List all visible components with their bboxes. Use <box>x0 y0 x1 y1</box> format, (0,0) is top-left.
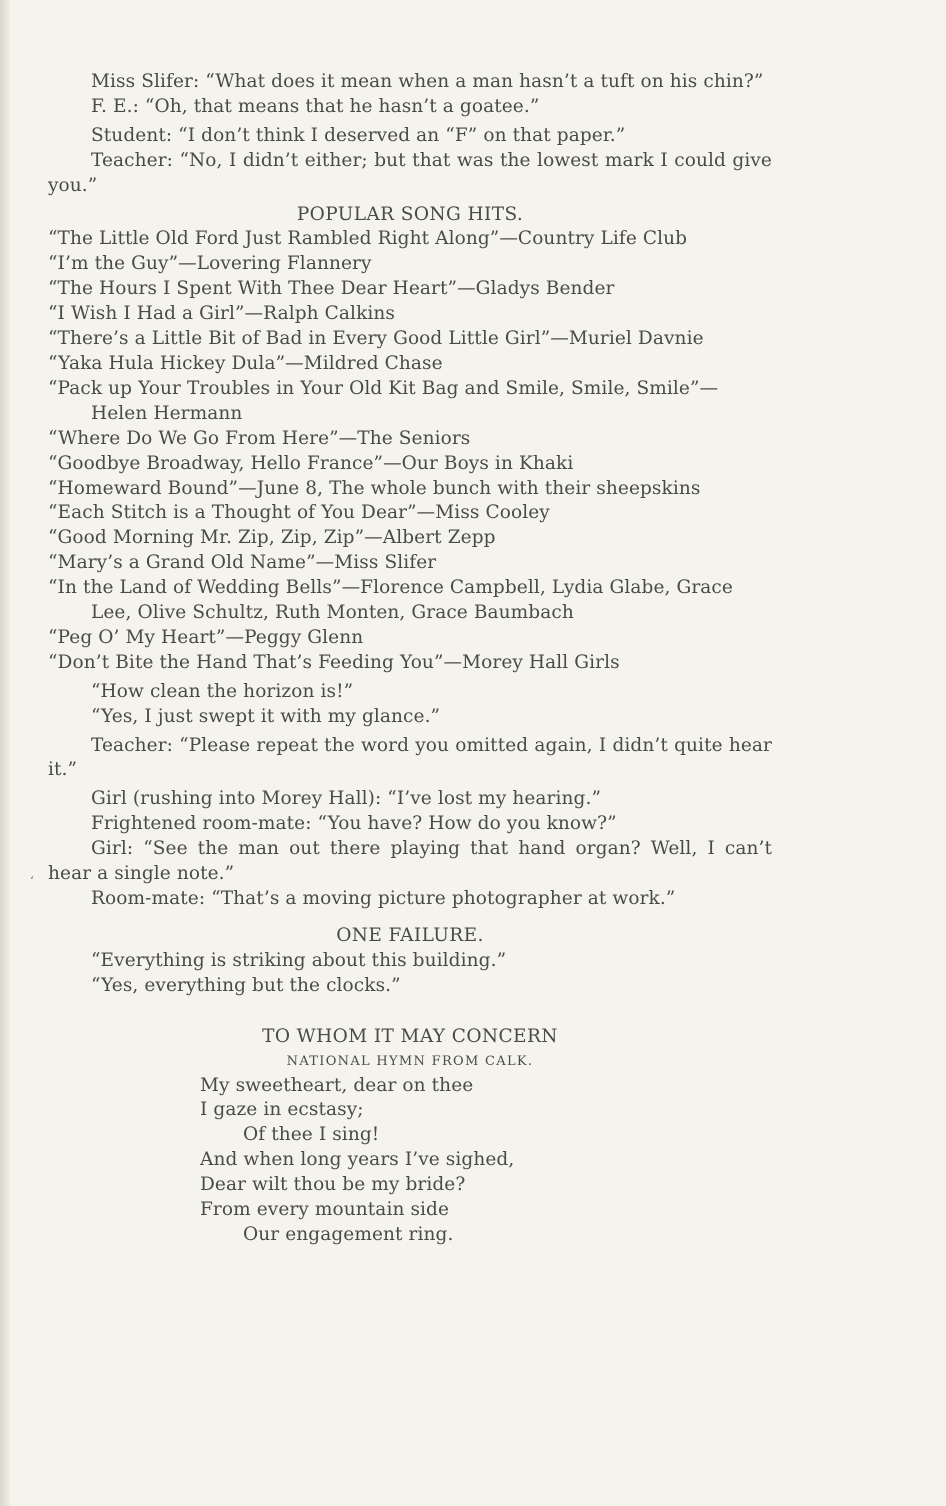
song-item: “Homeward Bound”—June 8, The whole bunch with their sheepskins <box>48 477 701 499</box>
poem-line: Of thee I sing! <box>243 1124 380 1146</box>
song-item: “Don’t Bite the Hand That’s Feeding You”—Morey Hall Girls <box>48 651 620 673</box>
poem-line: I gaze in ecstasy; <box>200 1099 364 1121</box>
poem-line: From every mountain side <box>200 1199 450 1221</box>
section-heading-poem: TO WHOM IT MAY CONCERN <box>262 1025 558 1047</box>
joke-line: “Yes, I just swept it with my glance.” <box>91 705 441 727</box>
song-item: “Yaka Hula Hickey Dula”—Mildred Chase <box>48 352 443 374</box>
poem-line: My sweetheart, dear on thee <box>200 1074 474 1096</box>
song-item: “Where Do We Go From Here”—The Seniors <box>48 427 471 449</box>
poem-line: Dear wilt thou be my bride? <box>200 1174 466 1196</box>
joke-line: “How clean the horizon is!” <box>91 680 354 702</box>
song-item: “Pack up Your Troubles in Your Old Kit Bag and Smile, Smile, Smile”— Helen Hermann <box>48 377 719 424</box>
joke-line: F. E.: “Oh, that means that he hasn’t a goatee.” <box>91 95 540 117</box>
joke-line: Girl (rushing into Morey Hall): “I’ve lost my hearing.” <box>91 788 602 810</box>
joke-line: Frightened room-mate: “You have? How do you know?” <box>91 813 617 835</box>
song-item: “Each Stitch is a Thought of You Dear”—Miss Cooley <box>48 502 550 524</box>
page-content <box>48 70 772 1248</box>
joke-line: Teacher: “No, I didn’t either; but that was the lowest mark I could give you.” <box>48 149 772 196</box>
joke-line: Miss Slifer: “What does it mean when a man hasn’t a tuft on his chin?” <box>91 71 764 92</box>
joke-line: Room-mate: “That’s a moving picture photographer at work.” <box>91 888 676 909</box>
poem-line: And when long years I’ve sighed, <box>200 1149 515 1171</box>
joke-line: “Yes, everything but the clocks.” <box>91 974 401 996</box>
joke-line: Girl: “See the man out there playing that hand organ? Well, I can’t hear a single note.” <box>48 838 772 885</box>
poem-stanza <box>200 1074 772 1248</box>
song-list <box>48 227 772 675</box>
joke-line: “Everything is striking about this building.” <box>91 949 507 971</box>
song-item: “The Little Old Ford Just Rambled Right Along”—Country Life Club <box>48 228 688 250</box>
poem-line: Our engagement ring. <box>243 1223 454 1245</box>
page-binding-edge <box>0 0 10 1506</box>
song-item: “I Wish I Had a Girl”—Ralph Calkins <box>48 303 396 325</box>
song-item: “I’m the Guy”—Lovering Flannery <box>48 253 372 275</box>
song-item: “There’s a Little Bit of Bad in Every Good Little Girl”—Muriel Davnie <box>48 328 704 350</box>
song-item: “Mary’s a Grand Old Name”—Miss Slifer <box>48 552 437 574</box>
song-item: “The Hours I Spent With Thee Dear Heart”—Gladys Bender <box>48 278 615 300</box>
joke-line: Student: “I don’t think I deserved an “F” on that paper.” <box>91 124 626 146</box>
song-item: “In the Land of Wedding Bells”—Florence Campbell, Lydia Glabe, Grace Lee, Olive Schultz, Ruth Monten, Grace Baumbach <box>48 577 733 624</box>
section-heading-one-failure: ONE FAILURE. <box>336 924 484 946</box>
song-item: “Goodbye Broadway, Hello France”—Our Boys in Khaki <box>48 452 574 474</box>
joke-line: Teacher: “Please repeat the word you omitted again, I didn’t quite hear it.” <box>48 734 772 781</box>
stray-ink-mark: ʻ <box>30 874 34 888</box>
song-item: “Good Morning Mr. Zip, Zip, Zip”—Albert Zepp <box>48 527 496 549</box>
song-item: “Peg O’ My Heart”—Peggy Glenn <box>48 626 364 648</box>
section-heading-popular-songs: POPULAR SONG HITS. <box>296 203 524 225</box>
poem-subheading: NATIONAL HYMN FROM CALK. <box>286 1053 534 1069</box>
